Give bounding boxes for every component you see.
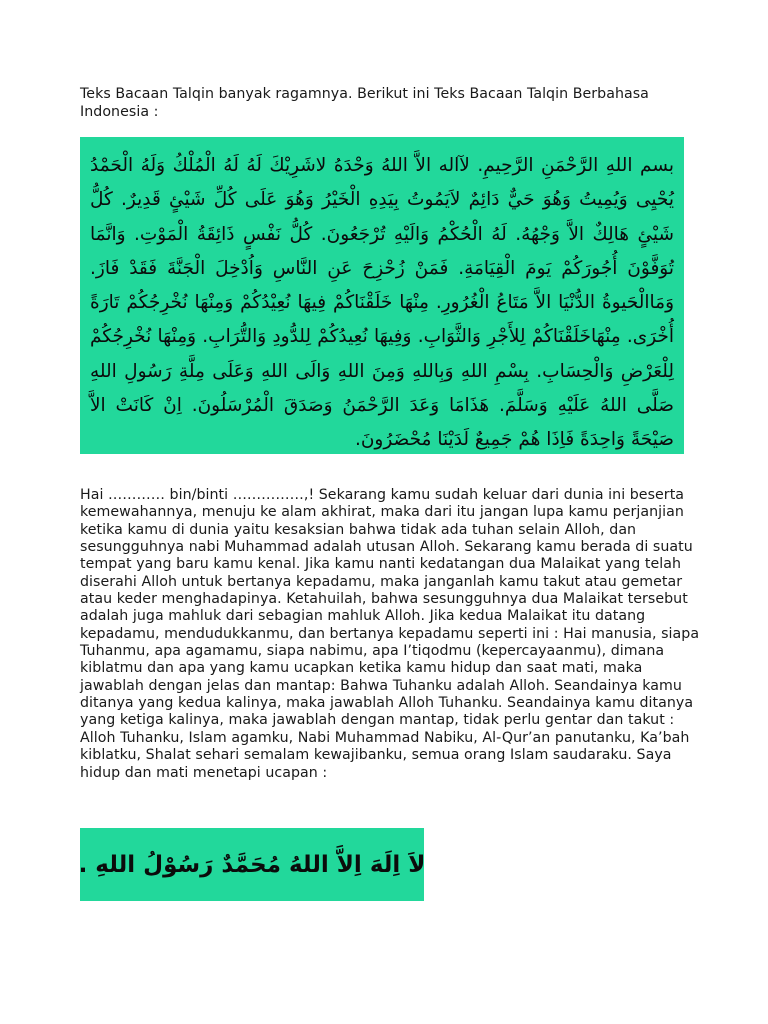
shahada-block bbox=[80, 828, 424, 901]
shahada-text: لاَ اِلَهَ اِلاَّ اللهُ مُحَمَّدٌ رَسُوْلُ اللهِ . bbox=[78, 851, 426, 878]
arabic-talqin-block bbox=[80, 137, 684, 454]
indonesian-talqin-paragraph: Hai ………… bin/binti ……………,! Sekarang kamu sudah keluar dari dunia ini beserta kemewahannya, menuju ke alam akhirat, maka dari itu jangan lupa kamu perjanjian ketika kamu di dunia yaitu kesaksian bahwa tidak ada tuhan selain Alloh, dan sesungguhnya nabi Muhammad adalah utusan Alloh. Sekarang kamu berada di suatu tempat yang baru kamu kenal. Jika kamu nanti kedatangan dua Malaikat yang telah diserahi Alloh untuk bertanya kepadamu, maka janganlah kamu takut atau gemetar atau keder menghadapinya. Ketahuilah, bahwa sesungguhnya dua Malaikat tersebut adalah juga mahluk dari sebagian mahluk Alloh. Jika kedua Malaikat itu datang kepadamu, mendudukkanmu, dan bertanya kepadamu seperti ini : Hai manusia, siapa Tuhanmu, apa agamamu, siapa nabimu, apa I’tiqodmu (kepercayaanmu), dimana kiblatmu dan apa yang kamu ucapkan ketika kamu hidup dan saat mati, maka jawablah dengan jelas dan mantap: Bahwa Tuhanku adalah Alloh. Seandainya kamu ditanya yang kedua kalinya, maka jawablah Alloh Tuhanku. Seandainya kamu ditanya yang ketiga kalinya, maka jawablah dengan mantap, tidak perlu gentar dan takut : Alloh Tuhanku, Islam agamku, Nabi Muhammad Nabiku, Al-Qur’an panutanku, Ka’bah kiblatku, Shalat sehari semalam kewajibanku, semua orang Islam saudaraku. Saya hidup dan mati menetapi ucapan : bbox=[80, 487, 700, 781]
arabic-talqin-text: بسم اللهِ الرَّحْمَنِ الرَّحِيمِ. لآاله الاَّ اللهُ وَحْدَهُ لاشَرِيْكَ لَهُ لَهُ الْمُلْكُ وَلَهُ الْحَمْدُ يُحْيِى وَيُمِيتُ وَهُوَ حَيٌّ دَائِمٌ لاَيَمُوتُ بِيَدِهِ الْخَيْرُ وَهُوَ عَلَى كُلِّ شَيْئٍ قَدِيرٌ. كُلُّ شَيْئٍ هَالِكٌ الاَّ وَجْهُهُ. لَهُ الْحُكْمُ وَالَيْهِ تُرْجَعُونَ. كُلُّ نَفْسٍ ذَائِقَةُ الْمَوْتِ. وَانَّمَا تُوَفَّوْنَ أُجُورَكُمْ يَومَ الْقِيَامَةِ. فَمَنْ زُحْزِحَ عَنِ النَّاسِ وَاُدْخِلَ الْجَنَّةَ فَقَدْ فَازَ. وَمَاالْحَيوةُ الدُّنْيَا الاَّ مَتَاعُ الْغُرُورِ. مِنْهَا خَلَقْنَاكُمْ فِيهَا نُعِيْدُكُمْ وَمِنْهَا نُخْرِجُكُمْ تَارَةً أُخْرَى. مِنْهَاخَلَقْنَاكُمْ لِلأَجْرِ وَالثَّوَابِ. وَفِيهَا نُعِيدُكُمْ لِلدُّودِ وَالتُّرَابِ. وَمِنْهَا نُخْرِجُكُمْ لِلْعَرْضِ وَالْحِسَابِ. بِسْمِ اللهِ وَبِاللهِ وَمِنَ اللهِ وَالَى اللهِ وَعَلَى مِلَّةِ رَسُولِ اللهِ صَلَّى اللهُ عَلَيْهِ وَسَلَّمَ. هَذَامَا وَعَدَ الرَّحْمَنُ وَصَدَقَ الْمُرْسَلُونَ. اِنْ كَانَتْ الاَّ صَيْحَةً وَاحِدَةً فَاِذَا هُمْ جَمِيعٌ لَدَيْنَا مُحْضَرُونَ. bbox=[90, 155, 674, 451]
intro-paragraph: Teks Bacaan Talqin banyak ragamnya. Berikut ini Teks Bacaan Talqin Berbahasa Indonesia : bbox=[80, 86, 649, 120]
